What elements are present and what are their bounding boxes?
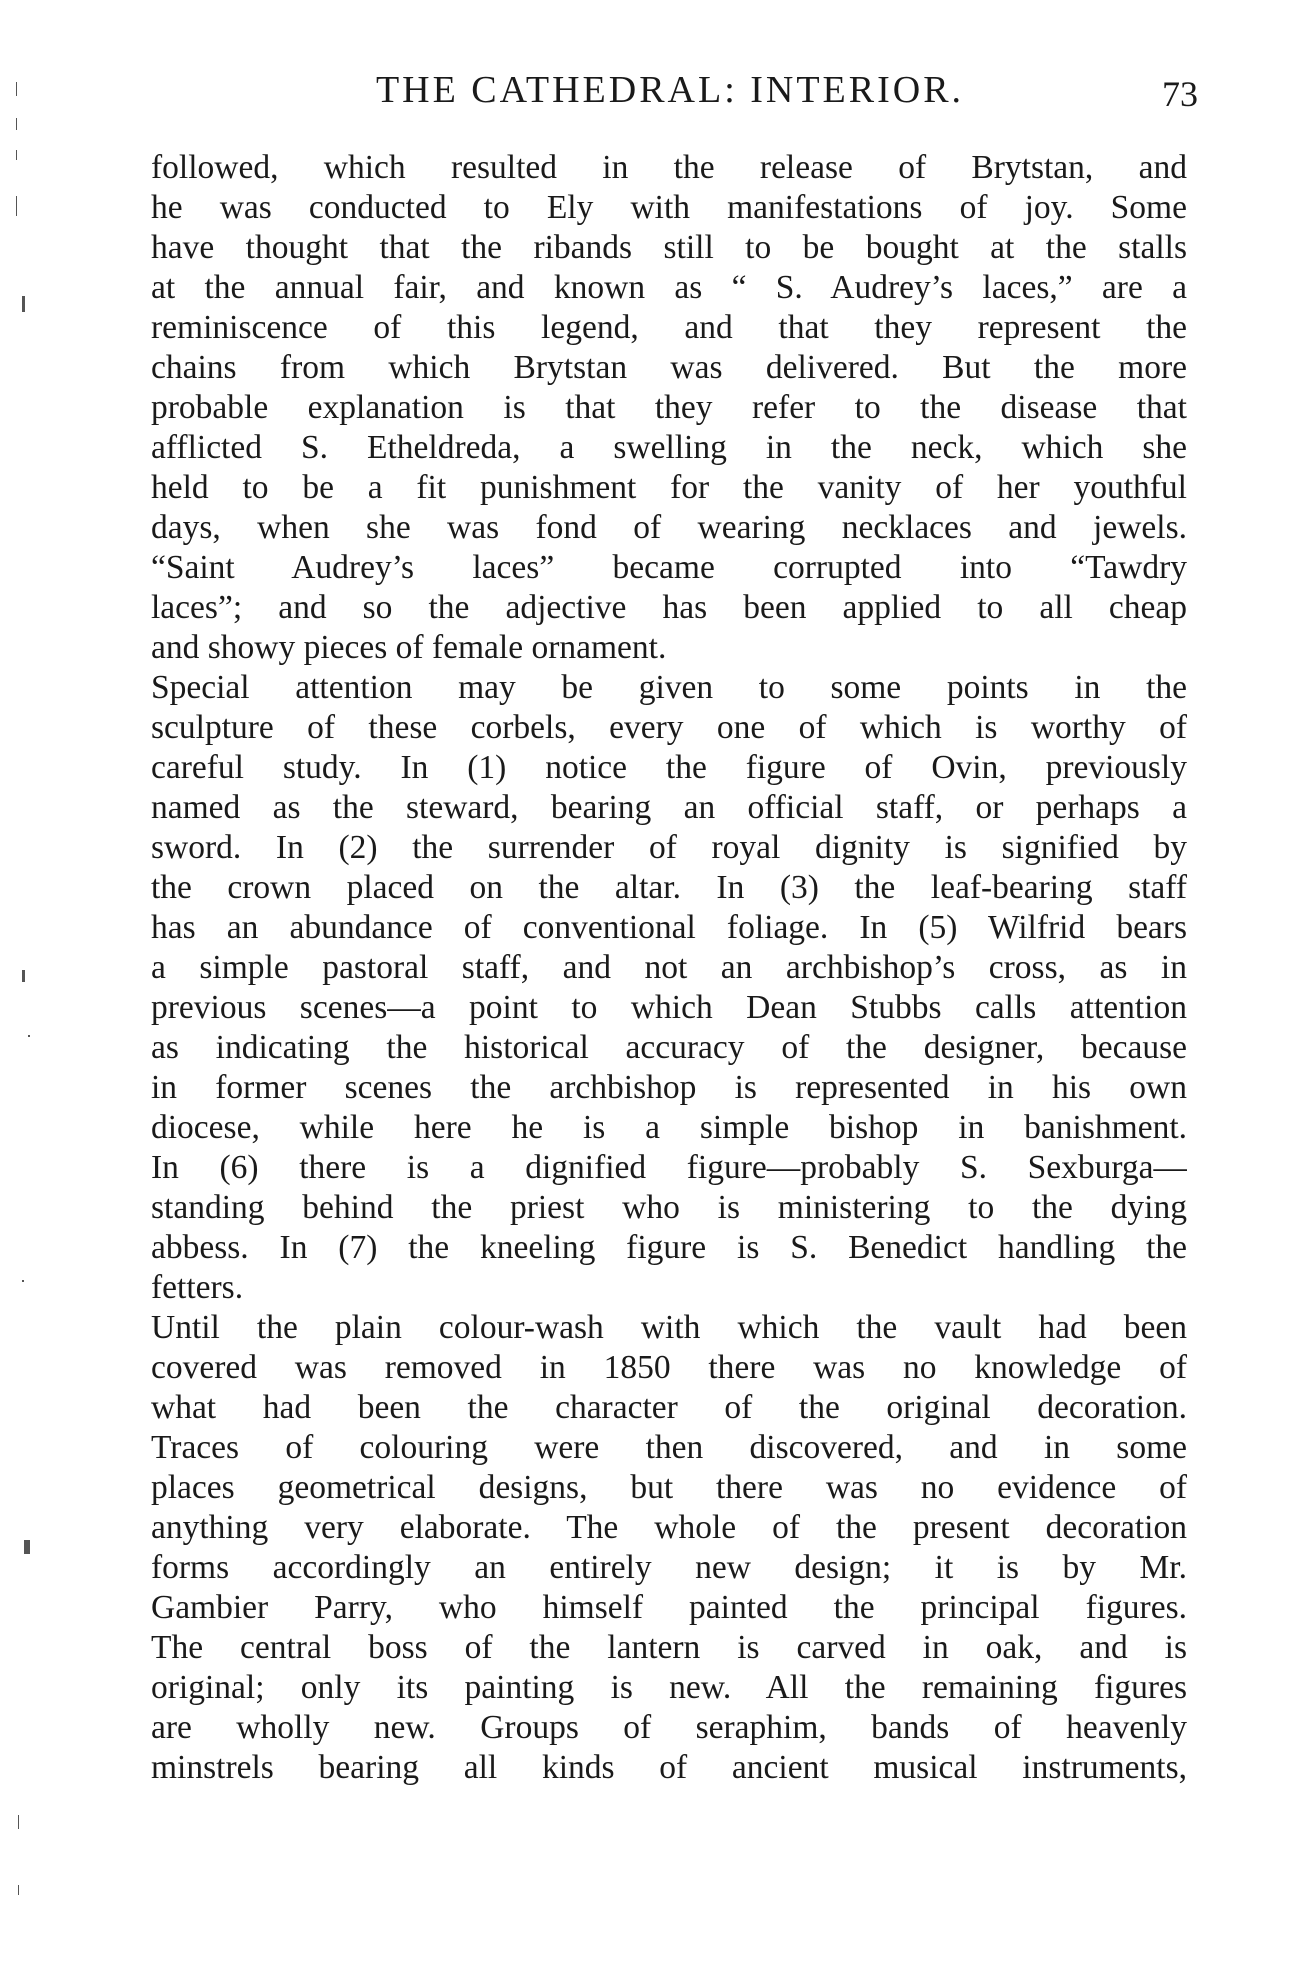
- scan-artifact: [16, 196, 17, 216]
- text-line: In (6) there is a dignified figure—probably S. Sexburga—: [151, 1149, 1187, 1186]
- text-line: named as the steward, bearing an official staff, or perhaps a: [151, 789, 1187, 826]
- text-line: a simple pastoral staff, and not an archbishop’s cross, as in: [151, 949, 1187, 986]
- text-line: previous scenes—a point to which Dean Stubbs calls attention: [151, 989, 1187, 1026]
- scan-artifact: [16, 150, 17, 160]
- text-line: forms accordingly an entirely new design; it is by Mr.: [151, 1549, 1187, 1586]
- text-line: abbess. In (7) the kneeling figure is S. Benedict handling the: [151, 1229, 1187, 1266]
- text-line: in former scenes the archbishop is represented in his own: [151, 1069, 1187, 1106]
- text-line: and showy pieces of female ornament.: [151, 629, 667, 666]
- text-line: chains from which Brytstan was delivered. But the more: [151, 349, 1187, 386]
- page-number: 73: [1162, 74, 1198, 114]
- running-title: THE CATHEDRAL: INTERIOR.: [375, 69, 965, 111]
- scan-artifact: [22, 296, 25, 312]
- text-line: sculpture of these corbels, every one of which is worthy of: [151, 709, 1187, 746]
- text-line: The central boss of the lantern is carved in oak, and is: [151, 1629, 1187, 1666]
- text-line: “Saint Audrey’s laces” became corrupted into “Tawdry: [151, 549, 1187, 586]
- text-line: careful study. In (1) notice the figure of Ovin, previously: [151, 749, 1187, 786]
- text-line: covered was removed in 1850 there was no knowledge of: [151, 1349, 1187, 1386]
- text-line: followed, which resulted in the release of Brytstan, and: [151, 149, 1187, 186]
- scan-artifact: [22, 1280, 24, 1282]
- text-line: at the annual fair, and known as “ S. Audrey’s laces,” are a: [151, 269, 1187, 306]
- text-line: probable explanation is that they refer to the disease that: [151, 389, 1187, 426]
- text-line: places geometrical designs, but there was no evidence of: [151, 1469, 1187, 1506]
- text-line: diocese, while here he is a simple bishop in banishment.: [151, 1109, 1187, 1146]
- text-line: held to be a fit punishment for the vanity of her youthful: [151, 469, 1187, 506]
- scan-artifact: [16, 82, 17, 96]
- scan-artifact: [16, 118, 17, 130]
- scan-artifact: [18, 1815, 19, 1829]
- scan-artifact: [24, 1540, 30, 1554]
- text-line: are wholly new. Groups of seraphim, bands of heavenly: [151, 1709, 1187, 1746]
- scan-artifact: [28, 1035, 30, 1037]
- text-line: minstrels bearing all kinds of ancient musical instruments,: [151, 1749, 1187, 1786]
- text-line: Special attention may be given to some points in the: [151, 669, 1187, 706]
- text-line: what had been the character of the original decoration.: [151, 1389, 1187, 1426]
- text-line: reminiscence of this legend, and that they represent the: [151, 309, 1187, 346]
- scan-artifact: [22, 970, 25, 982]
- scan-artifact: [18, 1885, 19, 1895]
- text-line: Gambier Parry, who himself painted the principal figures.: [151, 1589, 1187, 1626]
- text-line: original; only its painting is new. All the remaining figures: [151, 1669, 1187, 1706]
- text-line: laces”; and so the adjective has been applied to all cheap: [151, 589, 1187, 626]
- text-line: as indicating the historical accuracy of the designer, because: [151, 1029, 1187, 1066]
- text-line: Traces of colouring were then discovered, and in some: [151, 1429, 1187, 1466]
- text-line: has an abundance of conventional foliage. In (5) Wilfrid bears: [151, 909, 1187, 946]
- text-line: sword. In (2) the surrender of royal dignity is signified by: [151, 829, 1187, 866]
- text-line: anything very elaborate. The whole of the present decoration: [151, 1509, 1187, 1546]
- text-line: the crown placed on the altar. In (3) the leaf-bearing staff: [151, 869, 1187, 906]
- text-line: Until the plain colour-wash with which the vault had been: [151, 1309, 1187, 1346]
- text-line: afflicted S. Etheldreda, a swelling in the neck, which she: [151, 429, 1187, 466]
- running-head: [150, 66, 1198, 114]
- text-line: fetters.: [151, 1269, 244, 1306]
- text-line: have thought that the ribands still to be bought at the stalls: [151, 229, 1187, 266]
- text-line: standing behind the priest who is ministering to the dying: [151, 1189, 1187, 1226]
- text-line: days, when she was fond of wearing necklaces and jewels.: [151, 509, 1187, 546]
- text-line: he was conducted to Ely with manifestations of joy. Some: [151, 189, 1187, 226]
- body-text: [151, 148, 1187, 1788]
